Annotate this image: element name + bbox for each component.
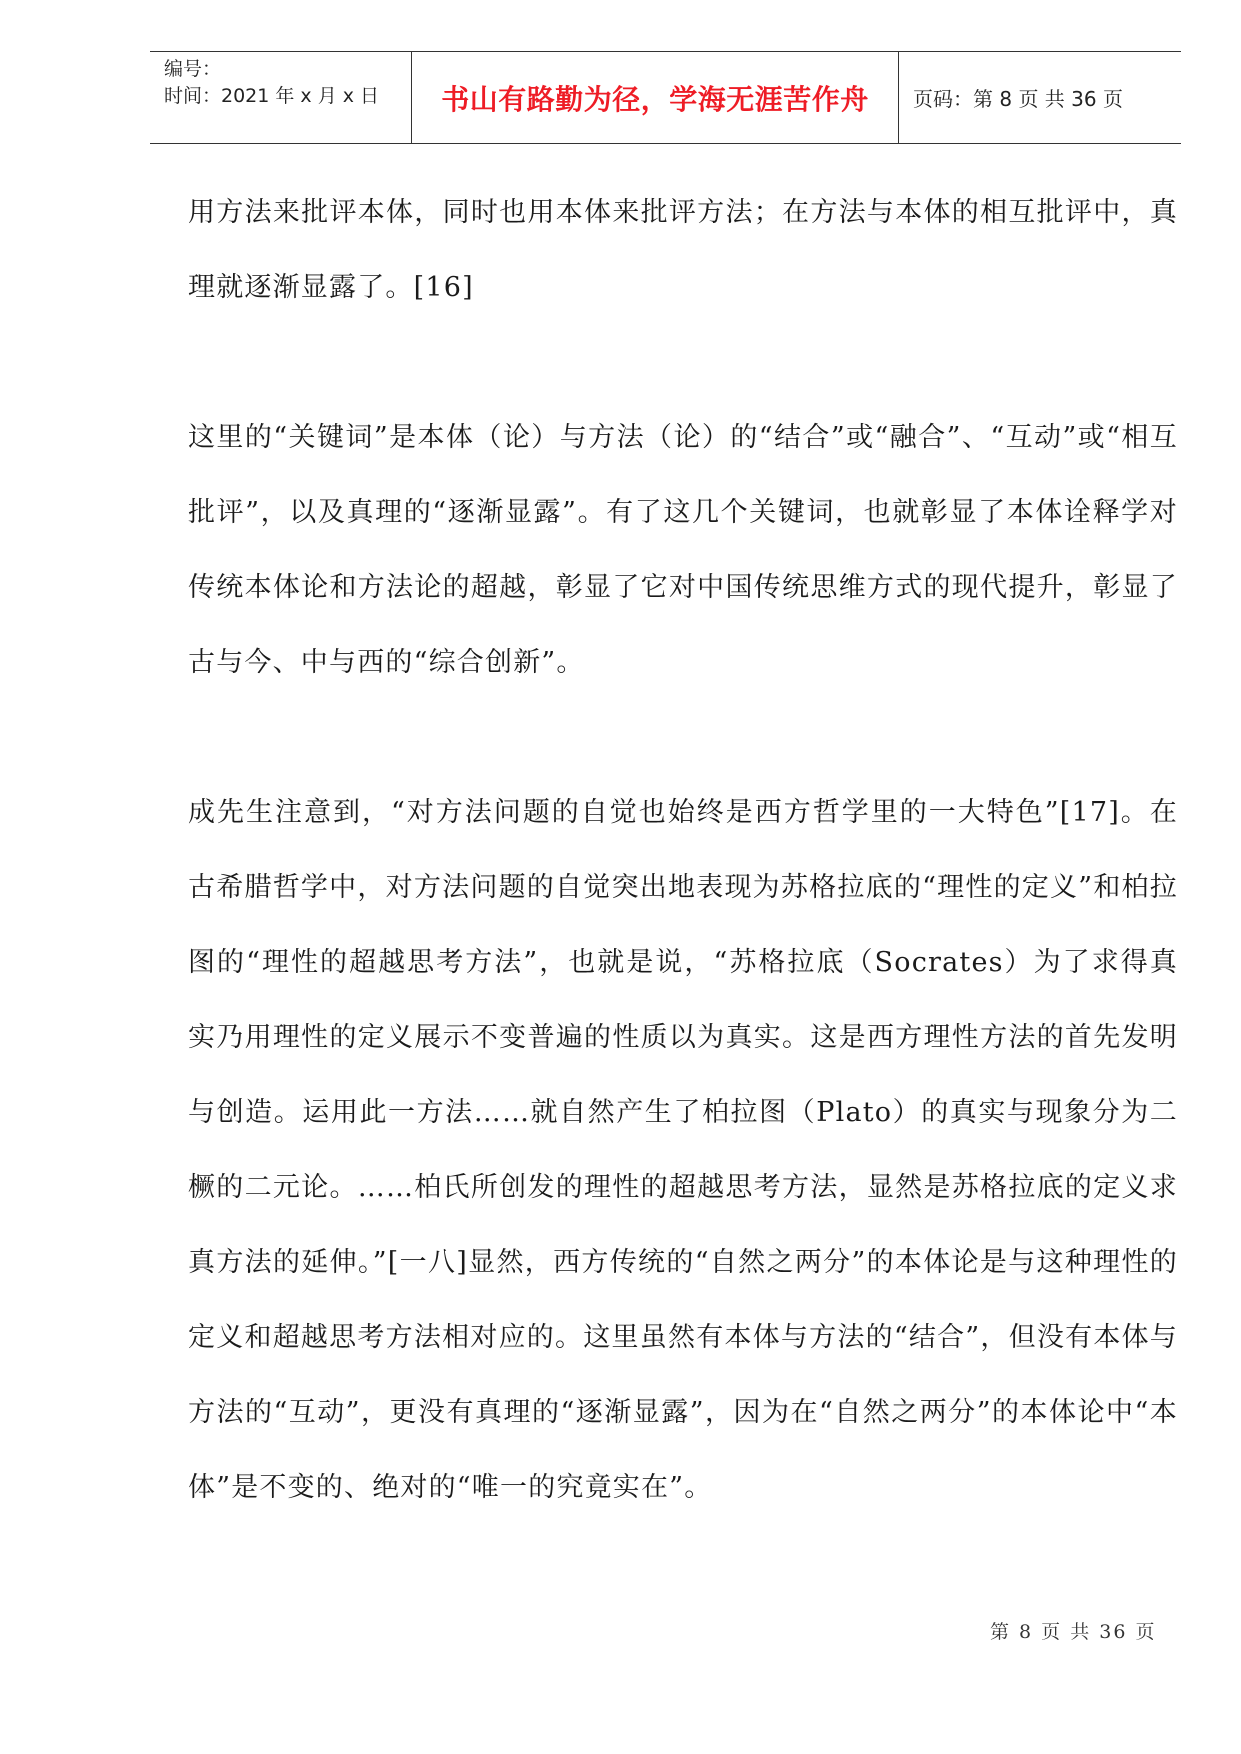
header-motto: 书山有路勤为径，学海无涯苦作舟	[412, 52, 899, 143]
header-page-number: 页码：第 8 页 共 36 页	[913, 87, 1123, 111]
document-number-label: 编号：	[164, 58, 222, 80]
page-footer: 第 8 页 共 36 页	[990, 1621, 1157, 1643]
document-body	[188, 175, 1178, 1525]
body-paragraph: 成先生注意到，“对方法问题的自觉也始终是西方哲学里的一大特色”[17]。在古希腊哲学中，对方法问题的自觉突出地表现为苏格拉底的“理性的定义”和柏拉图的“理性的超越思考方法”，也就是说，“苏格拉底（Socrates）为了求得真实乃用理性的定义展示不变普遍的性质以为真实。这是西方理性方法的首先发明与创造。运用此一方法……就自然产生了柏拉图（Plato）的真实与现象分为二橛的二元论。……柏氏所创发的理性的超越思考方法，显然是苏格拉底的定义求真方法的延伸。”[一八]显然，西方传统的“自然之两分”的本体论是与这种理性的定义和超越思考方法相对应的。这里虽然有本体与方法的“结合”，但没有本体与方法的“互动”，更没有真理的“逐渐显露”，因为在“自然之两分”的本体论中“本体”是不变的、绝对的“唯一的究竟实在”。	[188, 797, 1178, 1503]
page-header	[150, 51, 1181, 144]
body-paragraph: 这里的“关键词”是本体（论）与方法（论）的“结合”或“融合”、“互动”或“相互批评”，以及真理的“逐渐显露”。有了这几个关键词，也就彰显了本体诠释学对传统本体论和方法论的超越，彰显了它对中国传统思维方式的现代提升，彰显了古与今、中与西的“综合创新”。	[188, 422, 1178, 678]
header-meta	[150, 52, 412, 143]
document-time-label: 时间：2021 年 x 月 x 日	[164, 85, 380, 107]
body-paragraph: 用方法来批评本体，同时也用本体来批评方法；在方法与本体的相互批评中，真理就逐渐显露了。[16]	[188, 197, 1178, 303]
